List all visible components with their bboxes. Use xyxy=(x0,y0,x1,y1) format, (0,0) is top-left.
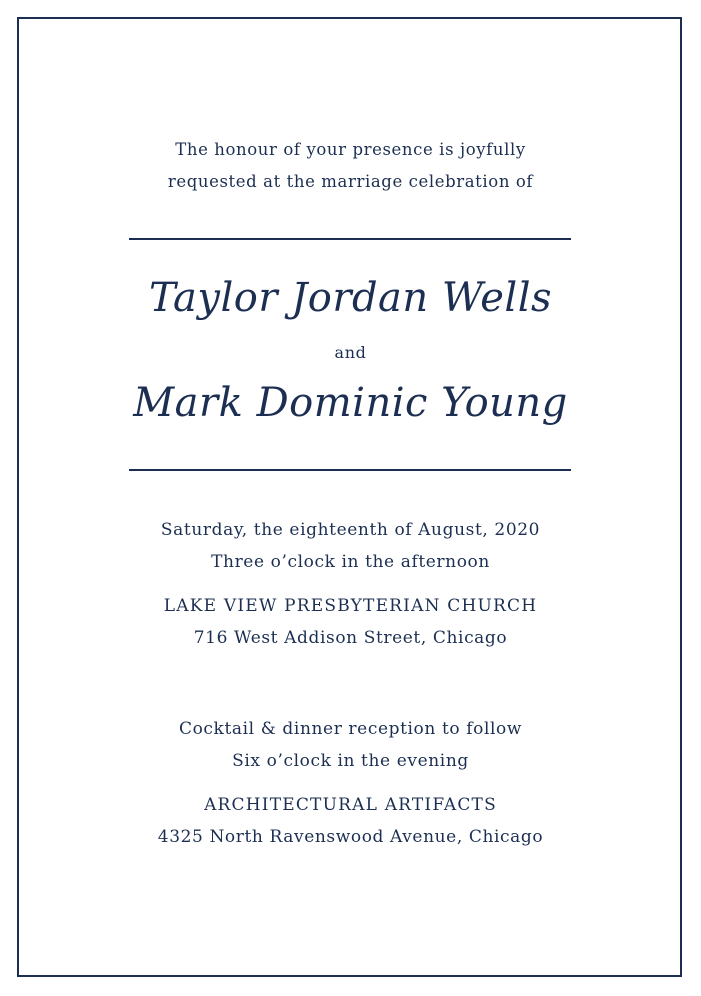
ceremony-date: Saturday, the eighteenth of August, 2020 xyxy=(160,520,541,540)
reception-time: Six o’clock in the evening xyxy=(232,751,469,771)
ceremony-venue: LAKE VIEW PRESBYTERIAN CHURCH xyxy=(163,596,538,616)
intro-line-2: requested at the marriage celebration of xyxy=(167,172,534,191)
ceremony-time: Three o’clock in the afternoon xyxy=(211,552,490,572)
reception-address: 4325 North Ravenswood Avenue, Chicago xyxy=(157,827,544,847)
ceremony-address: 716 West Addison Street, Chicago xyxy=(193,628,508,648)
bottom-divider xyxy=(129,469,571,471)
reception-venue: ARCHITECTURAL ARTIFACTS xyxy=(204,795,497,815)
reception-line: Cocktail & dinner reception to follow xyxy=(178,719,523,739)
top-divider xyxy=(129,238,571,240)
groom-name: Mark Dominic Young xyxy=(133,380,568,426)
intro-line-1: The honour of your presence is joyfully xyxy=(175,140,526,159)
bride-name: Taylor Jordan Wells xyxy=(148,275,553,321)
and-conjunction: and xyxy=(334,343,367,362)
